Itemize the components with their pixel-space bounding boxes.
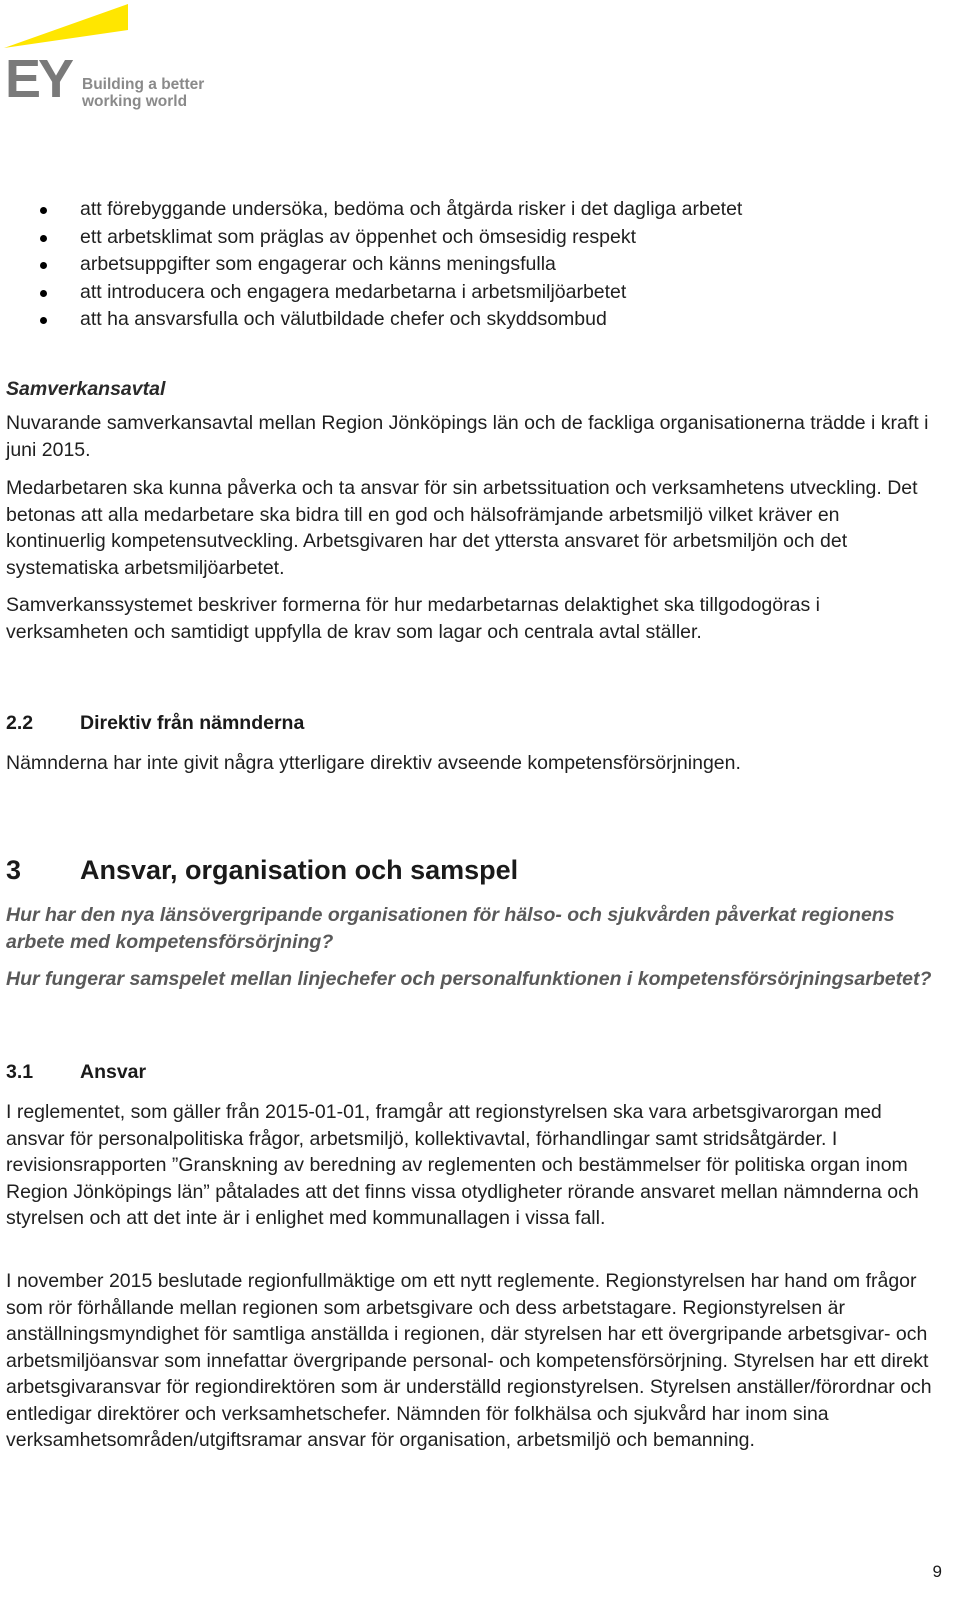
chapter-title: Ansvar, organisation och samspel [80,855,519,885]
section-number: 2.2 [6,712,34,734]
paragraph: I reglementet, som gäller från 2015-01-01, framgår att regionstyrelsen ska vara arbetsgivarorgan med ansvar för personalpolitiska frågor, arbetsmiljö, kollektivavtal, förhandlingar samt stridsåtgärder. I revisionsrapporten ”Granskning av beredning av reglementen och bestämmelser för politiska organ inom Region Jönköpings län” påtalades att det finns vissa otydligheter rörande ansvaret mellan nämnderna och styrelsen och att det inte är i enlighet med kommunallagen i vissa fall. [6,1101,919,1229]
logo-beam-icon [0,0,130,52]
logo-wordmark: EY [5,49,72,109]
ey-logo [0,0,210,115]
paragraph: Nuvarande samverkansavtal mellan Region Jönköpings län och de fackliga organisationerna trädde i kraft i juni 2015. [6,412,929,461]
section-number: 3.1 [6,1061,34,1083]
guiding-question: Hur fungerar samspelet mellan linjechefer och personalfunktionen i kompetensförsörjningsarbetet? [6,968,932,990]
list-item: ett arbetsklimat som präglas av öppenhet och ömsesidig respekt [0,224,940,252]
list-item: arbetsuppgifter som engagerar och känns meningsfulla [0,251,940,279]
paragraph: Samverkanssystemet beskriver formerna för hur medarbetarnas delaktighet ska tillgodogöras i verksamheten och samtidigt uppfylla de krav som lagar och centrala avtal ställer. [6,594,820,643]
bullet-list [0,196,940,334]
bullet-icon [40,207,47,214]
page-number: 9 [932,1562,942,1581]
paragraph: Medarbetaren ska kunna påverka och ta ansvar för sin arbetssituation och verksamhetens utveckling. Det betonas att alla medarbetare ska bidra till en god och hälsofrämjande arbetsmiljö vilket kräver en kontinuerlig kompetensutveckling. Arbetsgivaren har det yttersta ansvaret för arbetsmiljön och det systematiska arbetsmiljöarbetet. [6,477,918,579]
bullet-icon [40,262,47,269]
chapter-number: 3 [6,855,22,885]
subheading-samverkansavtal: Samverkansavtal [6,378,166,400]
list-item: att förebyggande undersöka, bedöma och åtgärda risker i det dagliga arbetet [0,196,940,224]
list-item: att introducera och engagera medarbetarna i arbetsmiljöarbetet [0,279,940,307]
logo-tagline-line1: Building a better [82,76,205,93]
section-title: Direktiv från nämnderna [80,712,305,734]
paragraph: Nämnderna har inte givit några ytterligare direktiv avseende kompetensförsörjningen. [6,752,741,774]
section-title: Ansvar [80,1061,147,1083]
bullet-icon [40,290,47,297]
guiding-question: Hur har den nya länsövergripande organisationen för hälso- och sjukvården påverkat regionens arbete med kompetensförsörjning? [6,904,895,953]
bullet-icon [40,235,47,242]
logo-tagline-line2: working world [82,93,188,110]
logo-tagline [82,76,204,110]
bullet-icon [40,317,47,324]
paragraph: I november 2015 beslutade regionfullmäktige om ett nytt reglemente. Regionstyrelsen har hand om frågor som rör förhållande mellan regionen som arbetsgivare och dess arbetstagare. Regionstyrelsen är anställningsmyndighet för samtliga anställda i regionen, där styrelsen har ett övergripande arbetsgivar- och arbetsmiljöansvar som innefattar övergripande personal- och kompetensförsörjning. Styrelsen har ett direkt arbetsgivaransvar för regiondirektören som är underställd regionstyrelsen. Styrelsen anställer/förordnar och entledigar direktörer och verksamhetschefer. Nämnden för folkhälsa och sjukvård har inom sina verksamhetsområden/utgiftsramar ansvar för organisation, arbetsmiljö och bemanning. [6,1270,932,1451]
list-item: att ha ansvarsfulla och välutbildade chefer och skyddsombud [0,306,940,334]
